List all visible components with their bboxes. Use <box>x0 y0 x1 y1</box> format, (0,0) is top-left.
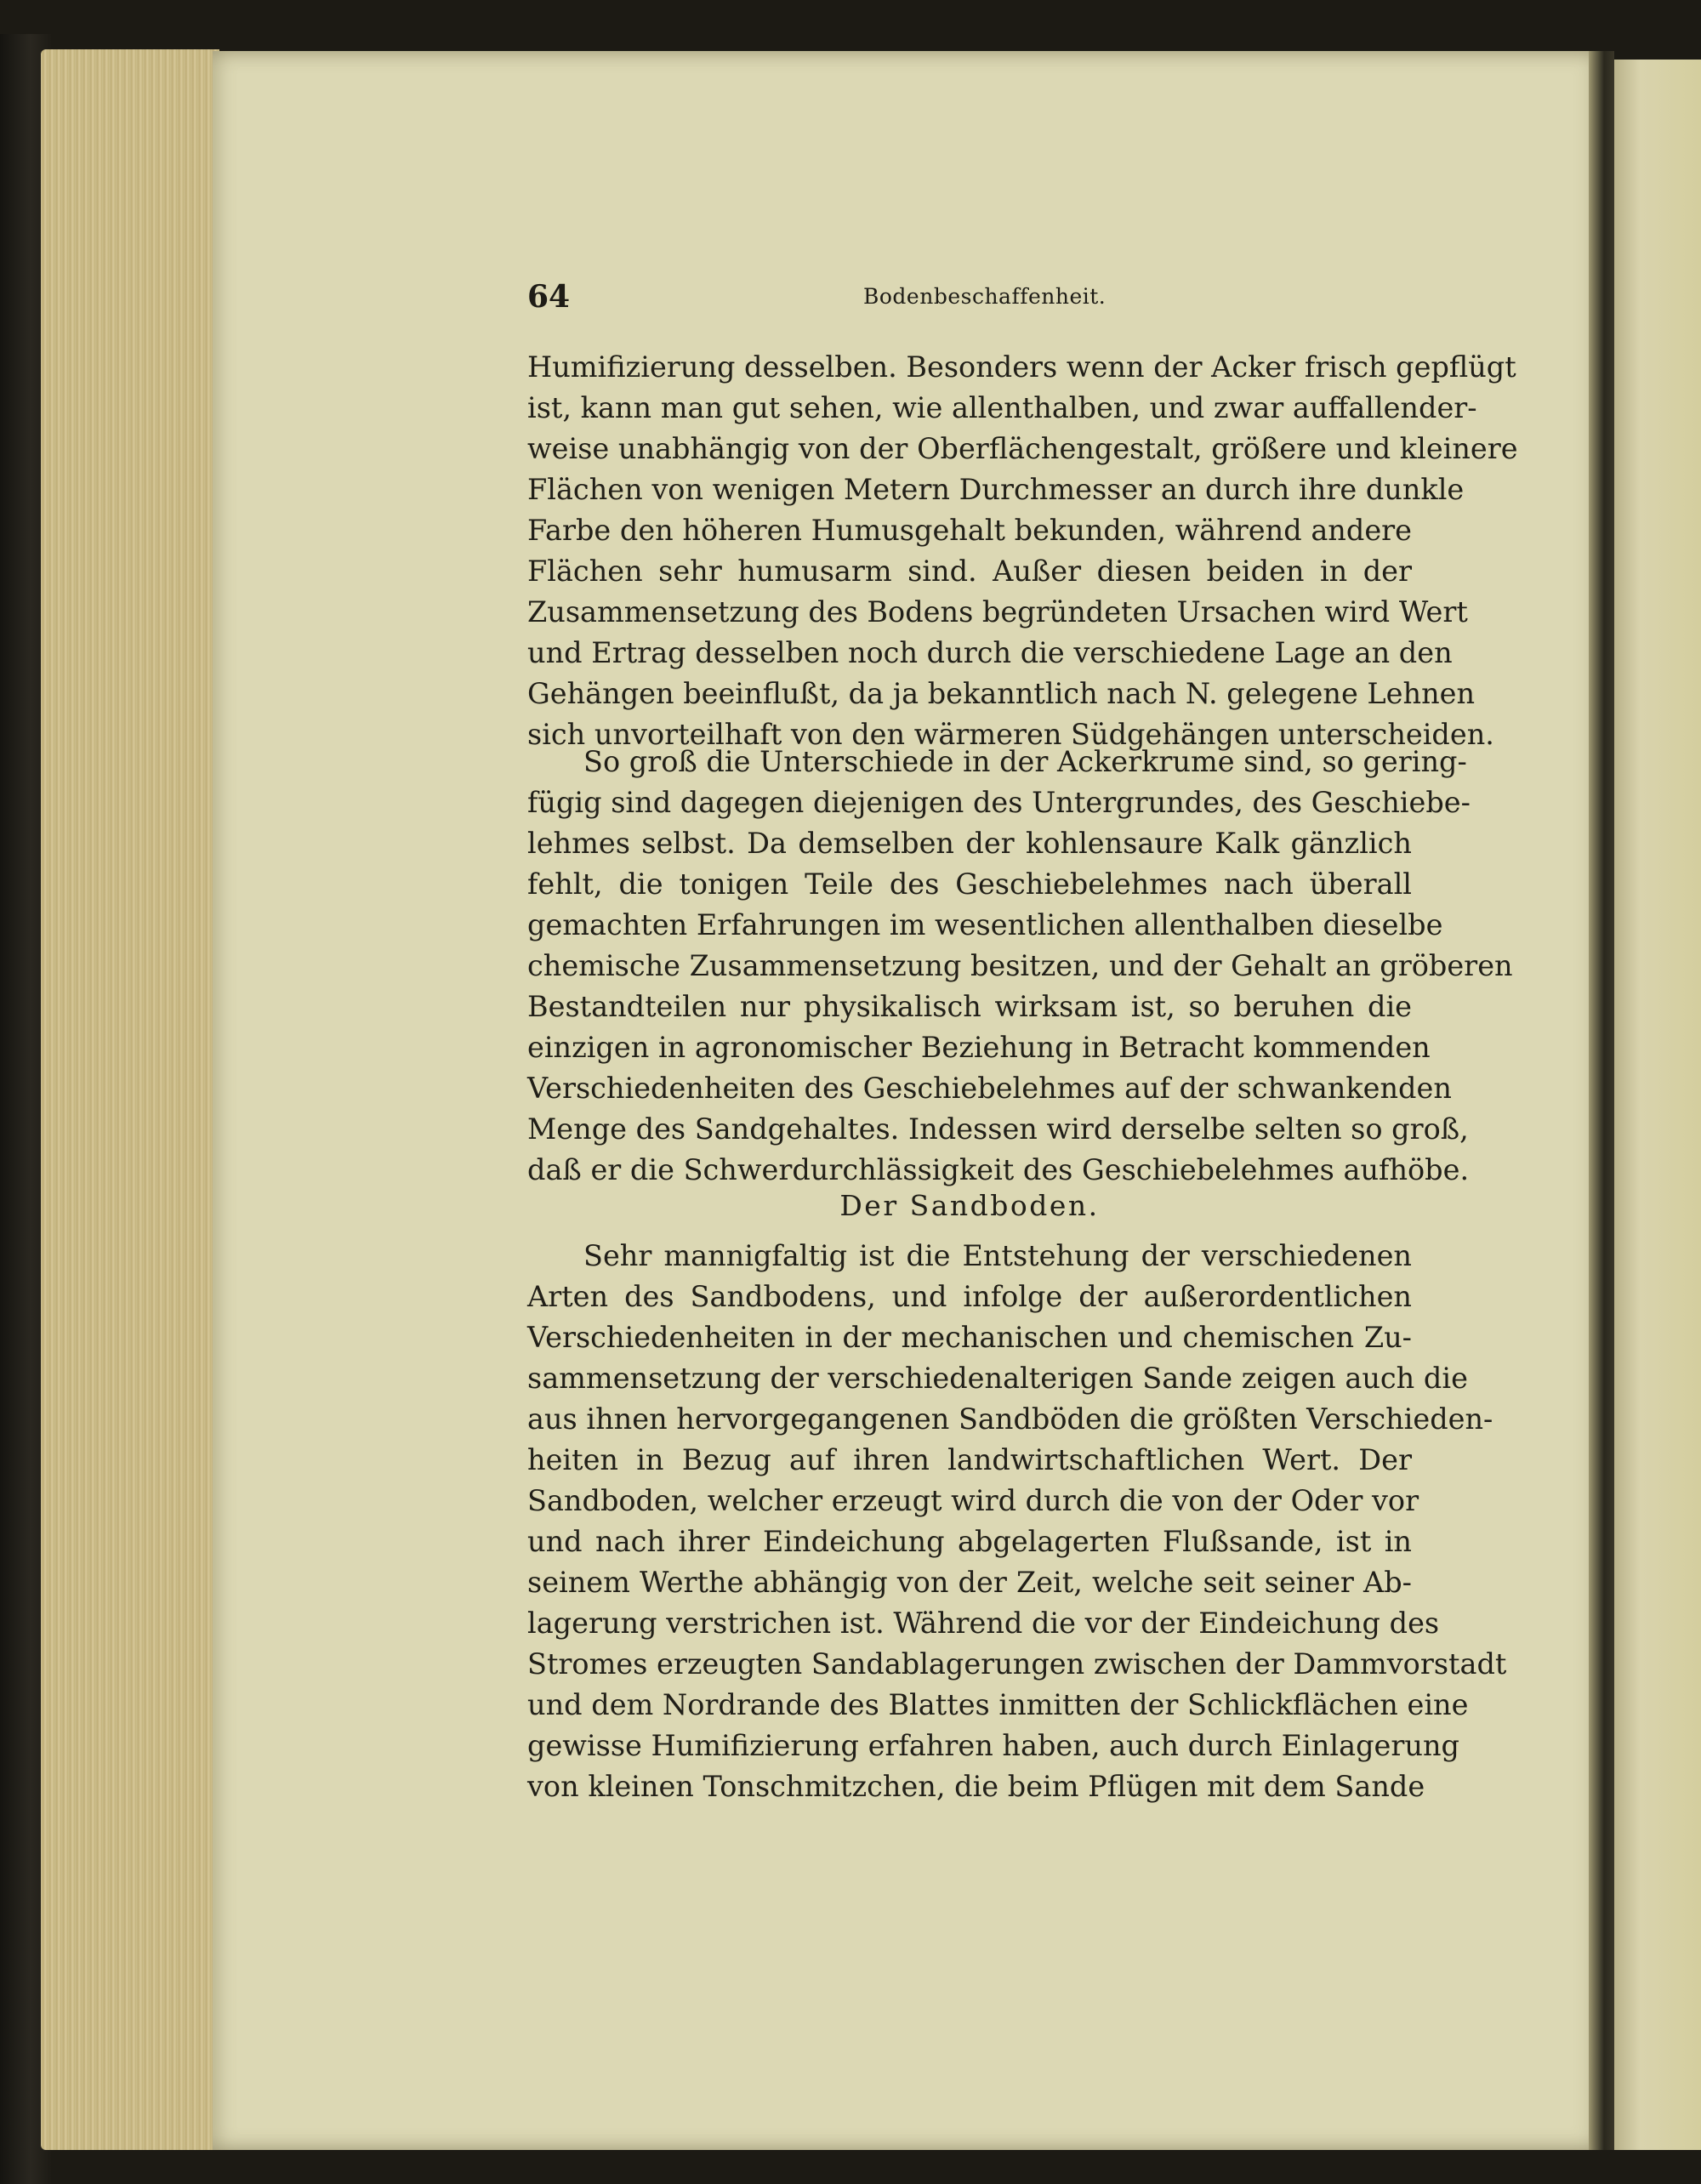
text-line: Zusammensetzung des Bodens begründeten Ursachen wird Wert <box>527 595 1468 628</box>
text-line: Bestandteilen nur physikalisch wirksam ist, so beruhen die <box>527 990 1412 1023</box>
page-header <box>527 279 1412 321</box>
text-line: Flächen sehr humusarm sind. Außer diesen beiden in der <box>527 555 1412 588</box>
text-line: und dem Nordrande des Blattes inmitten der Schlickflächen eine <box>527 1688 1469 1721</box>
text-line: Sandboden, welcher erzeugt wird durch die von der Oder vor <box>527 1484 1419 1517</box>
text-line: und nach ihrer Eindeichung abgelagerten Flußsande, ist in <box>527 1525 1412 1558</box>
text-line: lehmes selbst. Da demselben der kohlensaure Kalk gänzlich <box>527 827 1412 860</box>
text-line: Farbe den höheren Humusgehalt bekunden, während andere <box>527 514 1412 547</box>
next-page-edge <box>1614 60 1701 2150</box>
text-line: und Ertrag desselben noch durch die verschiedene Lage an den <box>527 636 1453 669</box>
text-line: chemische Zusammensetzung besitzen, und der Gehalt an gröberen <box>527 949 1513 982</box>
text-line: Verschiedenheiten des Geschiebelehmes auf der schwankenden <box>527 1072 1452 1105</box>
paragraph-2 <box>527 742 1513 1191</box>
text-line: lagerung verstrichen ist. Während die vor der Eindeichung des <box>527 1607 1440 1640</box>
text-line: Stromes erzeugten Sandablagerungen zwischen der Dammvorstadt <box>527 1647 1507 1681</box>
page-stack-edges <box>41 49 219 2150</box>
text-line: gemachten Erfahrungen im wesentlichen allenthalben dieselbe <box>527 908 1443 941</box>
text-line: Verschiedenheiten in der mechanischen und chemischen Zu- <box>527 1321 1412 1354</box>
text-line: Humifizierung desselben. Besonders wenn der Acker frisch gepflügt <box>527 350 1516 384</box>
text-line: fehlt, die tonigen Teile des Geschiebelehmes nach überall <box>527 867 1412 901</box>
text-line: fügig sind dagegen diejenigen des Untergrundes, des Geschiebe- <box>527 786 1471 819</box>
text-line: seinem Werthe abhängig von der Zeit, welche seit seiner Ab- <box>527 1566 1412 1599</box>
text-line: Sehr mannigfaltig ist die Entstehung der verschiedenen <box>583 1239 1412 1272</box>
text-line: sammensetzung der verschiedenalterigen Sande zeigen auch die <box>527 1362 1468 1395</box>
text-line: Arten des Sandbodens, und infolge der außerordentlichen <box>527 1280 1412 1313</box>
text-line: aus ihnen hervorgegangenen Sandböden die größten Verschieden- <box>527 1402 1493 1436</box>
text-line: sich unvorteilhaft von den wärmeren Südgehängen unterscheiden. <box>527 718 1494 751</box>
running-title: Bodenbeschaffenheit. <box>863 284 1107 309</box>
text-line: Gehängen beeinflußt, da ja bekanntlich nach N. gelegene Lehnen <box>527 677 1476 710</box>
paragraph-1 <box>527 347 1518 755</box>
text-line: So groß die Unterschiede in der Ackerkrume sind, so gering- <box>583 745 1467 778</box>
text-line: von kleinen Tonschmitzchen, die beim Pflügen mit dem Sande <box>527 1770 1425 1803</box>
text-line: heiten in Bezug auf ihren landwirtschaftlichen Wert. Der <box>527 1443 1412 1476</box>
text-line: Flächen von wenigen Metern Durchmesser an durch ihre dunkle <box>527 473 1465 506</box>
text-line: einzigen in agronomischer Beziehung in Betracht kommenden <box>527 1031 1431 1064</box>
text-line: Menge des Sandgehaltes. Indessen wird derselbe selten so groß, <box>527 1112 1469 1146</box>
book-gutter <box>1589 51 1614 2150</box>
text-line: ist, kann man gut sehen, wie allenthalben, und zwar auffallender- <box>527 391 1477 424</box>
text-line: daß er die Schwerdurchlässigkeit des Geschiebelehmes aufhöbe. <box>527 1153 1470 1186</box>
text-line: weise unabhängig von der Oberflächengestalt, größere und kleinere <box>527 432 1518 465</box>
page-number: 64 <box>527 279 571 315</box>
paragraph-3 <box>527 1236 1507 1807</box>
section-heading: Der Sandboden. <box>839 1189 1100 1222</box>
text-line: gewisse Humifizierung erfahren haben, auch durch Einlagerung <box>527 1729 1459 1762</box>
